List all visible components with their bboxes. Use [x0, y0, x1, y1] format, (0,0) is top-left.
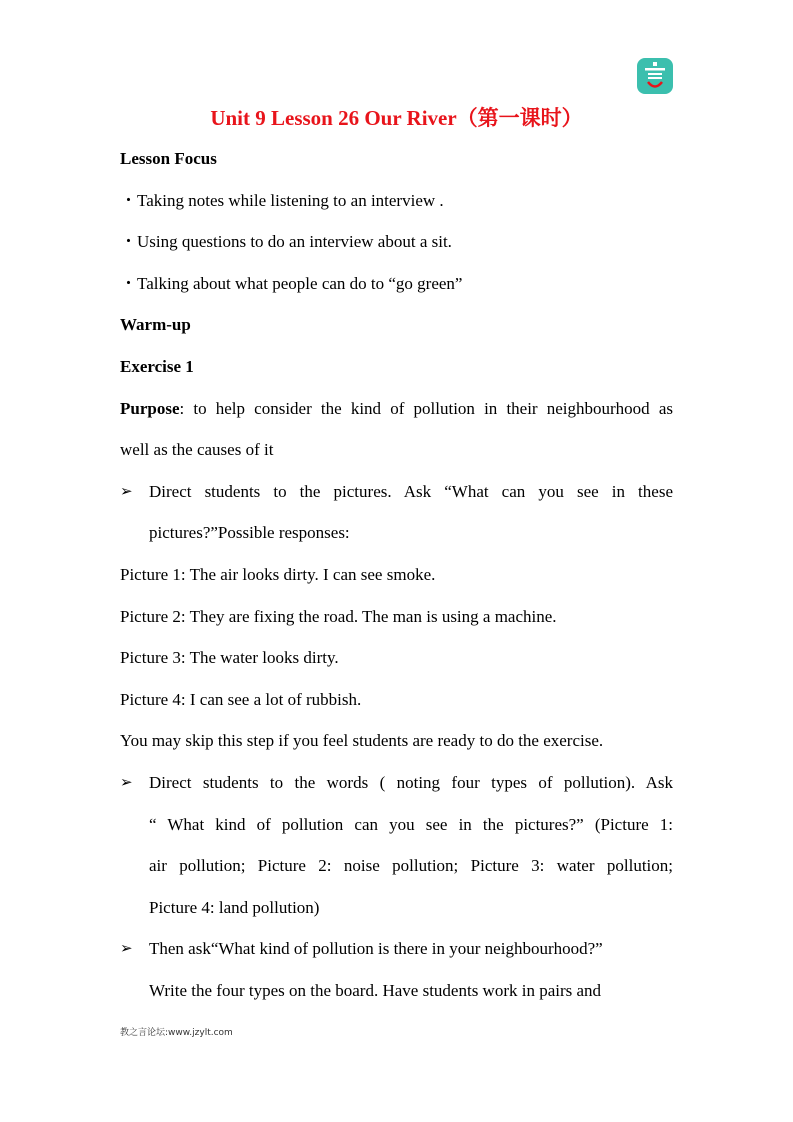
focus-item-1: ・Taking notes while listening to an interview .: [120, 191, 444, 210]
picture-1-response: Picture 1: The air looks dirty. I can see smoke.: [120, 565, 436, 584]
arrow-bullet-icon: ➢: [120, 775, 133, 791]
bullet2-line-3: air pollution; Picture 2: noise pollution; Picture 3: water pollution;: [149, 856, 673, 875]
purpose-text: : to help consider the kind of pollution in their neighbourhood as: [179, 399, 673, 418]
bullet3-line-1: Then ask“What kind of pollution is there in your neighbourhood?”: [149, 939, 603, 958]
bullet1-line-2: pictures?”Possible responses:: [149, 523, 350, 542]
bullet2-line-4: Picture 4: land pollution): [149, 898, 320, 917]
focus-item-3: ・Talking about what people can do to “go green”: [120, 274, 463, 293]
picture-4-response: Picture 4: I can see a lot of rubbish.: [120, 690, 362, 709]
picture-2-response: Picture 2: They are fixing the road. The man is using a machine.: [120, 607, 557, 626]
purpose-label: Purpose: [120, 399, 180, 418]
picture-3-response: Picture 3: The water looks dirty.: [120, 648, 339, 667]
exercise-heading: Exercise 1: [120, 357, 194, 376]
arrow-bullet-icon: ➢: [120, 941, 133, 957]
skip-note: You may skip this step if you feel students are ready to do the exercise.: [120, 731, 604, 750]
lesson-focus-heading: Lesson Focus: [120, 149, 217, 168]
footer-source: 教之言论坛:www.jzylt.com: [120, 1028, 233, 1038]
bullet1-line-1: Direct students to the pictures. Ask “What can you see in these: [149, 482, 673, 501]
bullet2-line-2: “ What kind of pollution can you see in the pictures?” (Picture 1:: [149, 815, 673, 834]
arrow-bullet-icon: ➢: [120, 484, 133, 500]
purpose-line-2: well as the causes of it: [120, 440, 274, 459]
purpose-line-1: [120, 398, 673, 420]
document-title: Unit 9 Lesson 26 Our River（第一课时）: [210, 106, 583, 130]
bullet3-line-2: Write the four types on the board. Have students work in pairs and: [149, 981, 602, 1000]
bullet2-line-1: Direct students to the words ( noting four types of pollution). Ask: [149, 773, 673, 792]
warm-up-heading: Warm-up: [120, 315, 191, 334]
focus-item-2: ・Using questions to do an interview about a sit.: [120, 232, 452, 251]
jiaozhiyan-logo-icon: [637, 58, 673, 94]
